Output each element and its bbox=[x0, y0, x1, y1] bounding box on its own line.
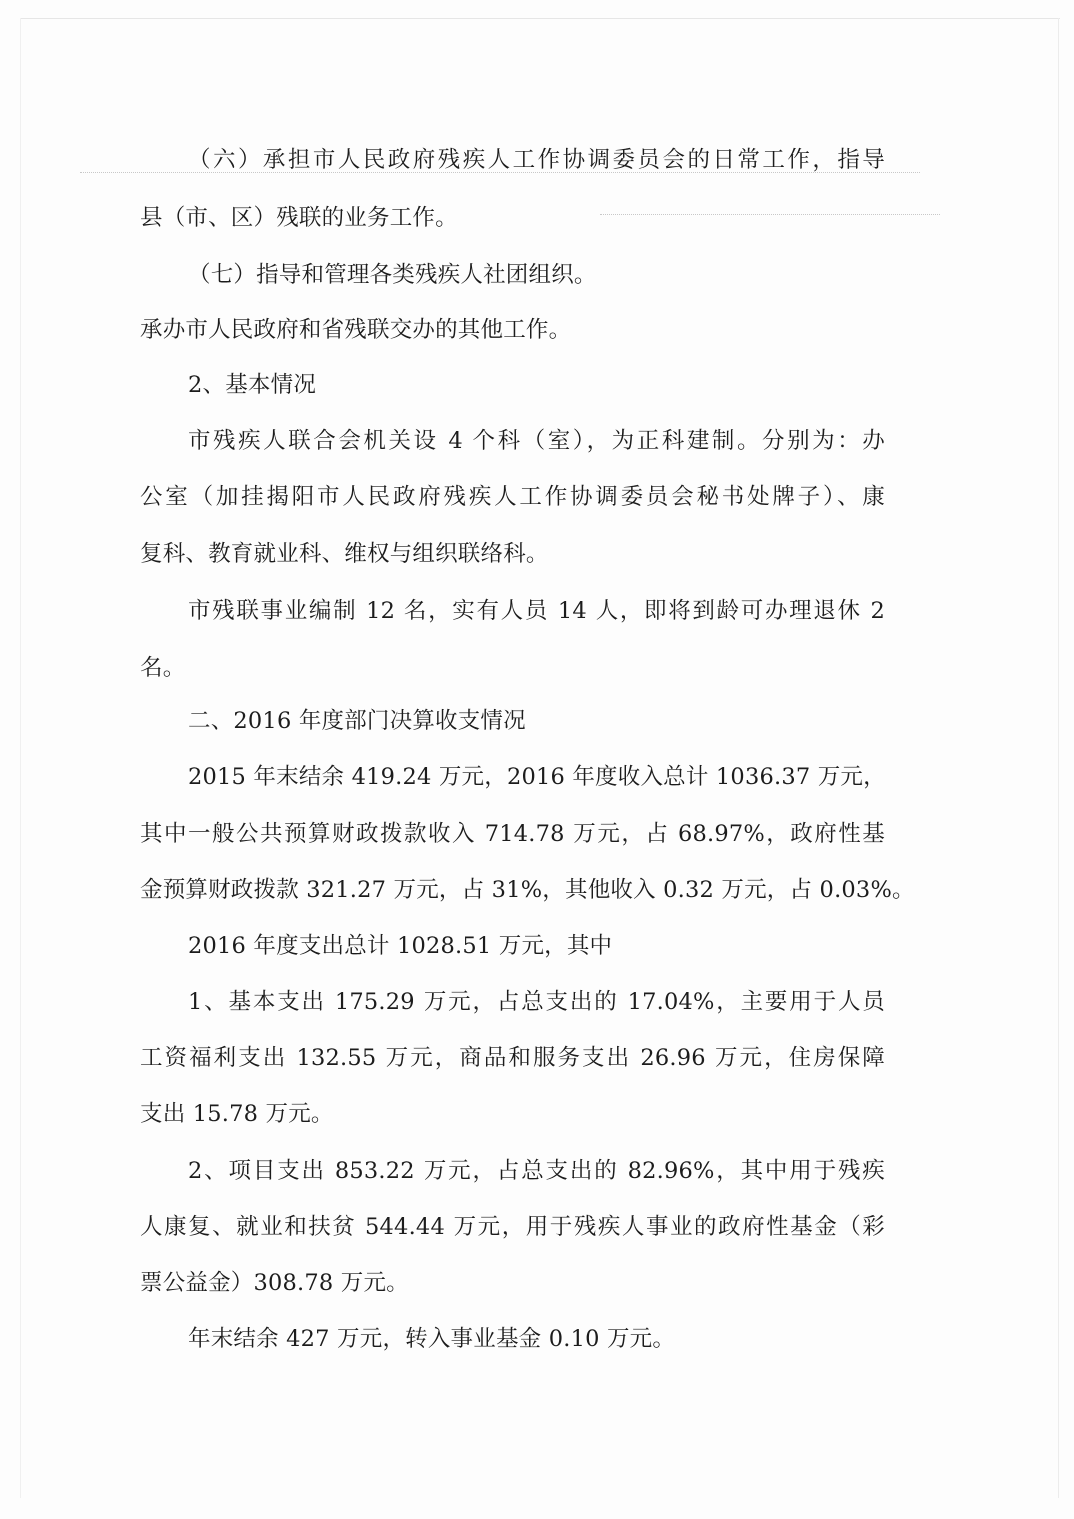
paragraph-line-2: 县（市、区）残联的业务工作。 bbox=[140, 205, 458, 231]
paragraph-line-4: 承办市人民政府和省残联交办的其他工作。 bbox=[140, 317, 572, 343]
paragraph-line-19: 2、项目支出 853.22 万元，占总支出的 82.96%，其中用于残疾 bbox=[188, 1158, 885, 1184]
paragraph-line-14: 金预算财政拨款 321.27 万元，占 31%，其他收入 0.32 万元，占 0.03%。 bbox=[140, 877, 915, 903]
paragraph-line-8: 复科、教育就业科、维权与组织联络科。 bbox=[140, 541, 549, 567]
section-heading-basic-info: 2、基本情况 bbox=[188, 372, 317, 398]
paragraph-line-9: 市残联事业编制 12 名，实有人员 14 人，即将到龄可办理退休 2 bbox=[188, 598, 885, 624]
scan-right-edge bbox=[1058, 18, 1059, 1498]
paragraph-line-15: 2016 年度支出总计 1028.51 万元，其中 bbox=[188, 933, 613, 959]
scan-top-edge bbox=[20, 18, 1060, 19]
paragraph-line-10: 名。 bbox=[140, 655, 186, 681]
paragraph-line-21: 票公益金）308.78 万元。 bbox=[140, 1270, 409, 1296]
paragraph-line-1: （六）承担市人民政府残疾人工作协调委员会的日常工作，指导 bbox=[188, 147, 885, 173]
paragraph-line-7: 公室（加挂揭阳市人民政府残疾人工作协调委员会秘书处牌子）、康 bbox=[140, 484, 885, 510]
paragraph-line-13: 其中一般公共预算财政拨款收入 714.78 万元，占 68.97%，政府性基 bbox=[140, 821, 885, 847]
paragraph-line-16: 1、基本支出 175.29 万元，占总支出的 17.04%，主要用于人员 bbox=[188, 989, 885, 1015]
paragraph-line-20: 人康复、就业和扶贫 544.44 万元，用于残疾人事业的政府性基金（彩 bbox=[140, 1214, 885, 1240]
paragraph-line-22: 年末结余 427 万元，转入事业基金 0.10 万元。 bbox=[188, 1326, 676, 1352]
paragraph-line-17: 工资福利支出 132.55 万元，商品和服务支出 26.96 万元，住房保障 bbox=[140, 1045, 885, 1071]
paragraph-line-12: 2015 年末结余 419.24 万元，2016 年度收入总计 1036.37 万元， bbox=[188, 764, 886, 790]
scan-left-edge bbox=[20, 18, 21, 1498]
paragraph-line-18: 支出 15.78 万元。 bbox=[140, 1101, 334, 1127]
paragraph-line-6: 市残疾人联合会机关设 4 个科（室），为正科建制。分别为：办 bbox=[188, 428, 885, 454]
section-heading-budget: 二、2016 年度部门决算收支情况 bbox=[188, 708, 526, 734]
paragraph-line-3: （七）指导和管理各类残疾人社团组织。 bbox=[188, 262, 597, 288]
